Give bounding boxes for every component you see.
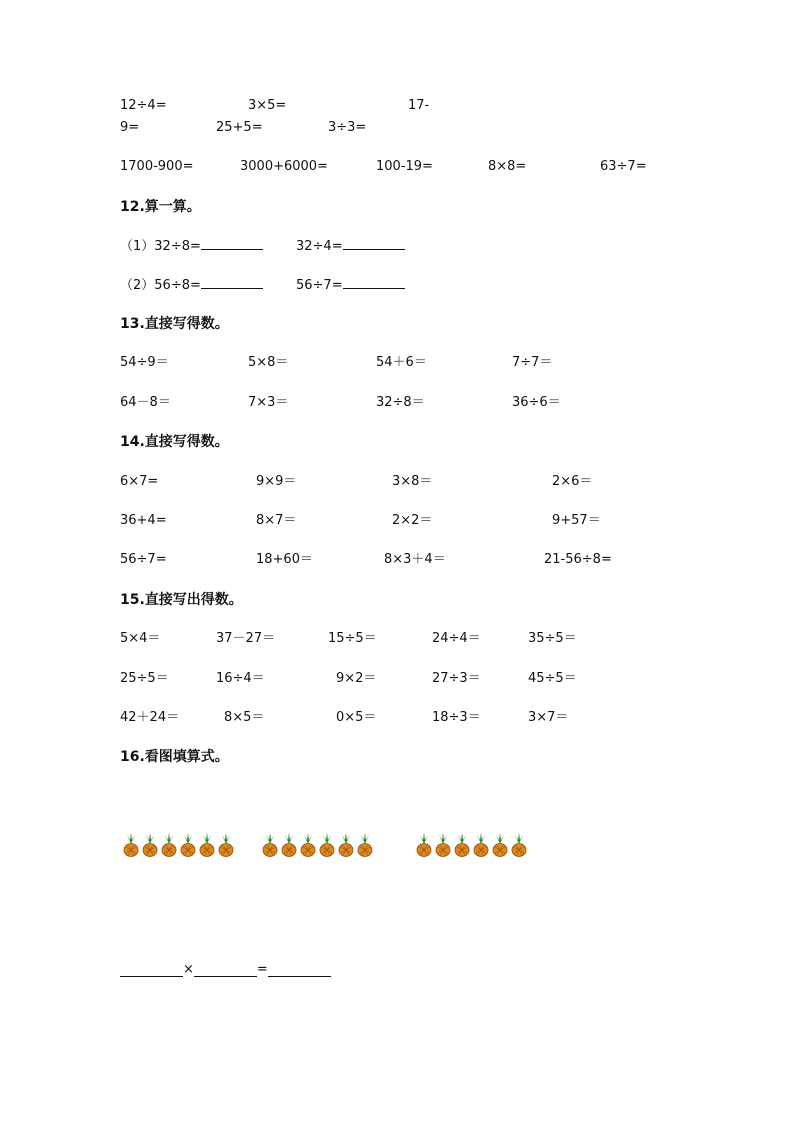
problem: 0×5＝	[336, 710, 377, 725]
problem: 7×3＝	[248, 395, 289, 410]
pineapple-icon	[434, 833, 452, 857]
problem: 7÷7＝	[512, 355, 553, 370]
problem: 32÷8＝	[376, 395, 425, 410]
equation-line	[120, 962, 331, 977]
problem: 17-	[408, 98, 430, 113]
problem: 18+60＝	[256, 552, 313, 567]
problem: 2×2＝	[392, 513, 433, 528]
pineapple-icon	[198, 833, 216, 857]
answer-blank[interactable]	[201, 237, 263, 250]
pineapple-group	[415, 833, 528, 857]
problem: 37－27＝	[216, 631, 276, 646]
pineapple-icon	[491, 833, 509, 857]
problem: 54÷9＝	[120, 355, 169, 370]
problem: 100-19=	[376, 159, 433, 174]
pineapple-icon	[472, 833, 490, 857]
pineapple-icon	[160, 833, 178, 857]
problem: 2×6＝	[552, 474, 593, 489]
pineapple-icon	[299, 833, 317, 857]
problem: 12÷4=	[120, 98, 167, 113]
problem: 15÷5＝	[328, 631, 377, 646]
problem: 35÷5＝	[528, 631, 577, 646]
problem: 27÷3＝	[432, 671, 481, 686]
problem: 36+4=	[120, 513, 167, 528]
question-title: 13.直接写得数。	[120, 316, 229, 332]
problem: 36÷6＝	[512, 395, 561, 410]
problem	[120, 276, 263, 294]
pineapple-icon	[280, 833, 298, 857]
problem: 16÷4＝	[216, 671, 265, 686]
problem: 42＋24＝	[120, 710, 180, 725]
problem: 9=	[120, 120, 140, 135]
pineapple-icon	[122, 833, 140, 857]
pineapple-icon	[337, 833, 355, 857]
problem	[296, 276, 405, 294]
pineapple-group	[122, 833, 235, 857]
pineapple-icon	[179, 833, 197, 857]
problem: 45÷5＝	[528, 671, 577, 686]
answer-blank[interactable]	[120, 962, 183, 977]
problem: 21-56÷8=	[544, 552, 612, 567]
question-title: 12.算一算。	[120, 199, 201, 215]
pineapple-icon	[217, 833, 235, 857]
equals-sign: =	[256, 962, 268, 977]
problem: 9+57＝	[552, 513, 601, 528]
problem: 3×7＝	[528, 710, 569, 725]
answer-blank[interactable]	[194, 962, 257, 977]
pineapple-icon	[453, 833, 471, 857]
problem: 5×4＝	[120, 631, 161, 646]
problem: 8×5＝	[224, 710, 265, 725]
problem	[296, 237, 405, 255]
answer-blank[interactable]	[343, 237, 405, 250]
problem: 3×8＝	[392, 474, 433, 489]
problem: 25+5=	[216, 120, 263, 135]
problem: 9×9＝	[256, 474, 297, 489]
pineapple-icon	[261, 833, 279, 857]
problem: 9×2＝	[336, 671, 377, 686]
problem: 54＋6＝	[376, 355, 427, 370]
problem: 8×3＋4＝	[384, 552, 446, 567]
problem: 56÷7=	[120, 552, 167, 567]
problem: 64－8＝	[120, 395, 171, 410]
question-title: 16.看图填算式。	[120, 749, 229, 765]
pineapple-icon	[318, 833, 336, 857]
pineapple-icon	[141, 833, 159, 857]
problem: 1700-900=	[120, 159, 194, 174]
pineapple-icon	[510, 833, 528, 857]
problem-text: 56÷7=	[296, 278, 343, 293]
problem: 3÷3=	[328, 120, 367, 135]
answer-blank[interactable]	[343, 276, 405, 289]
problem: 8×8=	[488, 159, 527, 174]
answer-blank[interactable]	[201, 276, 263, 289]
problem: 18÷3＝	[432, 710, 481, 725]
pineapple-icon	[356, 833, 374, 857]
problem	[120, 237, 263, 255]
problem-text: （2）56÷8=	[120, 278, 201, 293]
question-title: 15.直接写出得数。	[120, 592, 243, 608]
problem: 25÷5＝	[120, 671, 169, 686]
problem: 8×7＝	[256, 513, 297, 528]
pineapple-group	[261, 833, 374, 857]
answer-blank[interactable]	[268, 962, 331, 977]
problem-text: （1）32÷8=	[120, 239, 201, 254]
problem: 3000+6000=	[240, 159, 328, 174]
problem: 63÷7=	[600, 159, 647, 174]
problem: 5×8＝	[248, 355, 289, 370]
problem: 6×7=	[120, 474, 159, 489]
problem: 3×5=	[248, 98, 287, 113]
problem: 24÷4＝	[432, 631, 481, 646]
times-sign: ×	[183, 962, 194, 977]
problem-text: 32÷4=	[296, 239, 343, 254]
pineapple-icon	[415, 833, 433, 857]
question-title: 14.直接写得数。	[120, 434, 229, 450]
